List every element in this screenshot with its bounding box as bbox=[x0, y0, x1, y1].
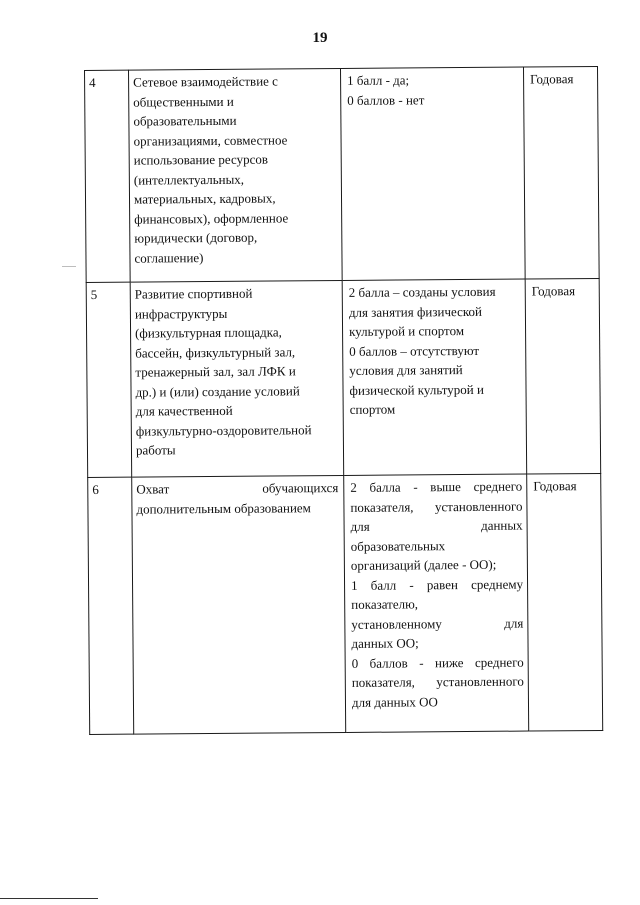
score-line: показателя, установленного bbox=[351, 673, 524, 690]
criterion-line: общественными и bbox=[133, 93, 234, 110]
score-line: данных ОО; bbox=[351, 635, 419, 651]
score-line: показателя, установленного bbox=[350, 498, 523, 515]
score-line: 0 баллов - нет bbox=[347, 91, 425, 108]
criterion-line: Сетевое взаимодействие с bbox=[133, 73, 278, 90]
row-number: 6 bbox=[88, 477, 134, 734]
period-cell: Годовая bbox=[525, 278, 601, 474]
score-line: спортом bbox=[349, 401, 396, 417]
criterion-line: соглашение) bbox=[134, 249, 204, 266]
score-line: образовательных bbox=[350, 537, 446, 554]
period-cell: Годовая bbox=[523, 66, 599, 279]
score-line: культурой и спортом bbox=[349, 323, 465, 339]
criterion-line: юридически (договор, bbox=[134, 229, 258, 246]
criterion-line: тренажерный зал, зал ЛФК и bbox=[135, 363, 296, 380]
score-line: для данных bbox=[350, 517, 523, 534]
criterion-line: (интеллектуальных, bbox=[133, 171, 245, 188]
score-line: установленному для bbox=[351, 615, 524, 632]
criterion-line: (физкультурная площадка, bbox=[135, 324, 282, 341]
score-cell bbox=[342, 279, 527, 475]
score-cell bbox=[344, 474, 529, 732]
criterion-cell bbox=[130, 280, 344, 477]
criterion-line: физкультурно-оздоровительной bbox=[135, 421, 312, 439]
criterion-cell bbox=[132, 475, 346, 734]
score-line: для занятия физической bbox=[348, 303, 482, 320]
score-line: условия для занятий bbox=[349, 362, 463, 378]
row-number: 4 bbox=[85, 70, 131, 282]
table-row bbox=[86, 278, 601, 477]
score-cell bbox=[340, 67, 525, 280]
score-line: показателю, bbox=[351, 596, 419, 612]
criterion-line: использование ресурсов bbox=[133, 151, 269, 168]
criterion-line: Развитие спортивной bbox=[134, 285, 253, 302]
row-number: 5 bbox=[86, 282, 132, 477]
criterion-cell bbox=[129, 68, 343, 282]
criterion-line: Охват обучающихся bbox=[136, 480, 339, 497]
table-row bbox=[88, 473, 603, 734]
score-line: физической культурой и bbox=[349, 381, 484, 398]
criterion-line: финансовых), оформленное bbox=[134, 209, 289, 227]
score-line: 2 балла – созданы условия bbox=[348, 283, 496, 300]
criterion-line: работы bbox=[135, 442, 176, 458]
criteria-table bbox=[84, 66, 603, 735]
criterion-line: др.) и (или) создание условий bbox=[135, 382, 300, 400]
table-row bbox=[85, 66, 600, 282]
score-line: для данных ОО bbox=[351, 693, 438, 710]
criterion-line: инфраструктуры bbox=[134, 305, 228, 322]
score-line: 0 баллов - ниже среднего bbox=[351, 654, 524, 671]
score-line: 0 баллов – отсутствуют bbox=[349, 342, 480, 359]
page-number: 19 bbox=[312, 30, 328, 46]
period-cell: Годовая bbox=[527, 473, 603, 731]
score-line: 1 балл - да; bbox=[347, 72, 410, 88]
score-line: 1 балл - равен среднему bbox=[350, 576, 524, 593]
criterion-line: дополнительным образованием bbox=[136, 499, 311, 517]
criterion-line: образовательными bbox=[133, 112, 237, 129]
bottom-rule bbox=[0, 898, 98, 899]
scan-artifact bbox=[62, 266, 76, 267]
criterion-line: организациями, совместное bbox=[133, 131, 288, 149]
criterion-line: материальных, кадровых, bbox=[133, 190, 276, 207]
criterion-line: для качественной bbox=[135, 402, 233, 419]
score-line: организаций (далее - ОО); bbox=[350, 556, 497, 573]
score-line: 2 балла - выше среднего bbox=[350, 478, 523, 495]
criterion-line: бассейн, физкультурный зал, bbox=[135, 343, 296, 361]
